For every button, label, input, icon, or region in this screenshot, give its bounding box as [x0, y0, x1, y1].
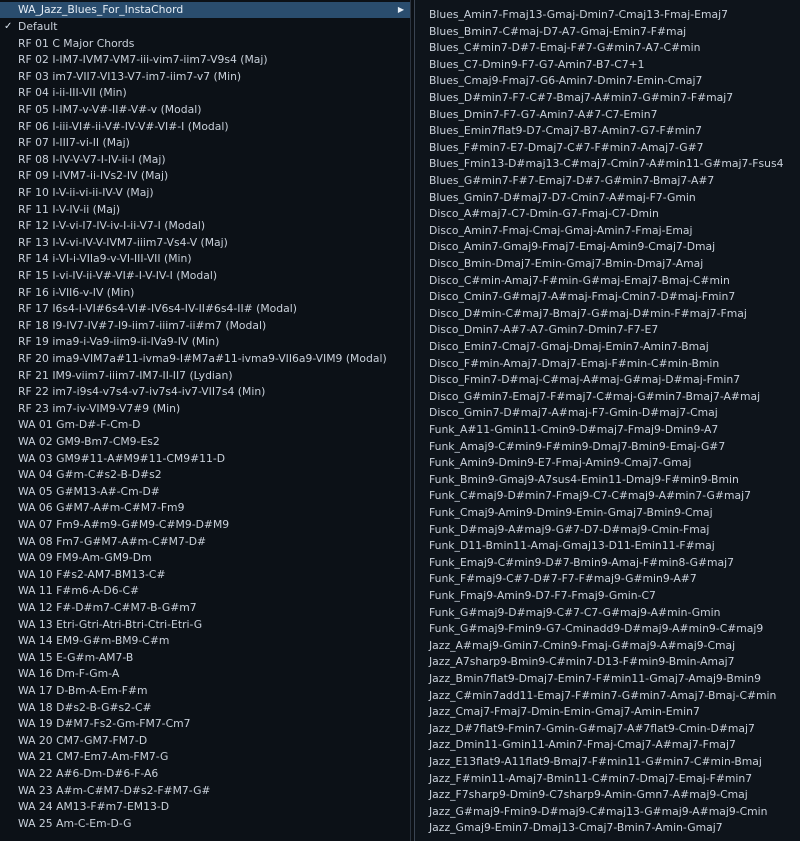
progression-item[interactable] — [429, 754, 762, 771]
progression-item-label: Jazz_F#min11-Amaj7-Bmin11-C#min7-Dmaj7-Emaj-F#min7 — [429, 771, 753, 785]
progression-item-label: Funk_G#maj9-D#maj9-C#7-C7-G#maj9-A#min-Gmin — [429, 605, 721, 619]
progression-item[interactable] — [429, 820, 723, 837]
progression-item-label: Disco_Cmin7-G#maj7-A#maj-Fmaj-Cmin7-D#maj-Fmin7 — [429, 290, 736, 304]
menu-item-label: WA 04 G#m-C#s2-B-D#s2 — [18, 468, 162, 482]
progression-item[interactable] — [429, 190, 696, 207]
checkmark-icon: ✓ — [4, 21, 13, 32]
menu-item-label: WA 19 D#M7-Fs2-Gm-FM7-Cm7 — [18, 717, 191, 731]
submenu-wa-jazz-blues[interactable] — [0, 2, 410, 18]
menu-item-label: RF 21 IM9-viim7-iiim7-IM7-II-II7 (Lydian) — [18, 368, 233, 382]
chord-progression-submenu — [414, 0, 800, 841]
progression-item[interactable] — [429, 804, 768, 821]
progression-item-label: Funk_Emaj9-C#min9-D#7-Bmin9-Amaj-F#min8-G#maj7 — [429, 555, 735, 569]
menu-item[interactable] — [0, 766, 158, 783]
progression-item[interactable] — [429, 571, 697, 588]
menu-item-label: RF 23 im7-iv-VIM9-V7#9 (Min) — [18, 401, 181, 415]
progression-item-label: Blues_G#min7-F#7-Emaj7-D#7-G#min7-Bmaj7-A#7 — [429, 174, 715, 187]
progression-item-label: Disco_D#min-C#maj7-Bmaj7-G#maj-D#min-F#maj7-Fmaj — [429, 306, 747, 320]
menu-item[interactable] — [0, 85, 127, 102]
progression-item[interactable] — [429, 140, 704, 157]
menu-item-default[interactable] — [0, 19, 57, 36]
menu-item[interactable] — [0, 301, 297, 318]
menu-item[interactable] — [0, 467, 162, 484]
menu-item-label: RF 14 i-VI-i-VIIa9-v-VI-III-VII (Min) — [18, 252, 192, 266]
menu-item-label: WA 16 Dm-F-Gm-A — [18, 667, 120, 681]
progression-item-label: Funk_G#maj9-Fmin9-G7-Cminadd9-D#maj9-A#min9-C#maj9 — [429, 622, 764, 636]
progression-item-label: Jazz_A#maj9-Gmin7-Cmin9-Fmaj-G#maj9-A#maj9-Cmaj — [429, 638, 736, 652]
progression-item-label: Jazz_F7sharp9-Dmin9-C7sharp9-Amin-Gmn7-A#maj9-Cmaj — [429, 788, 748, 802]
progression-item-label: Disco_Amin7-Fmaj-Cmaj-Gmaj-Amin7-Fmaj-Emaj — [429, 223, 693, 237]
menu-item[interactable] — [0, 666, 119, 683]
progression-item-label: Funk_Cmaj9-Amin9-Dmin9-Emin-Gmaj7-Bmin9-Cmaj — [429, 506, 713, 519]
progression-item-label: Disco_F#min-Amaj7-Dmaj7-Emaj-F#min-C#min-Bmin — [429, 356, 720, 370]
progression-item[interactable] — [429, 704, 700, 721]
menu-item-label: RF 07 I-III7-vi-II (Maj) — [18, 136, 130, 150]
progression-item-label: Disco_Amin7-Gmaj9-Fmaj7-Emaj-Amin9-Cmaj7-Dmaj — [429, 240, 716, 254]
progression-item-label: Jazz_Cmaj7-Fmaj7-Dmin-Emin-Gmaj7-Amin-Emin7 — [429, 705, 700, 719]
menu-item[interactable] — [0, 401, 180, 418]
progression-item[interactable] — [429, 522, 709, 539]
menu-item-label: RF 06 I-iii-VI#-ii-V#-IV-V#-VI#-I (Modal) — [18, 119, 229, 133]
progression-item-label: Funk_D#maj9-A#maj9-G#7-D7-D#maj9-Cmin-Fmaj — [429, 522, 710, 536]
progression-item-label: Funk_D11-Bmin11-Amaj-Gmaj13-D11-Emin11-F#maj — [429, 539, 715, 553]
progression-item-label: Blues_C#min7-D#7-Emaj-F#7-G#min7-A7-C#min — [429, 41, 701, 55]
menu-item[interactable] — [0, 749, 168, 766]
menu-item-label: RF 01 C Major Chords — [18, 36, 135, 50]
menu-item[interactable] — [0, 235, 228, 252]
menu-item-label: RF 16 i-VII6-v-IV (Min) — [18, 285, 135, 299]
menu-item[interactable] — [0, 202, 120, 219]
menu-item-label: WA 07 Fm9-A#m9-G#M9-C#M9-D#M9 — [18, 518, 230, 531]
progression-item[interactable] — [429, 721, 755, 738]
menu-item-label: RF 08 I-IV-V-V7-I-IV-ii-I (Maj) — [18, 152, 166, 166]
menu-item-label: WA 11 F#m6-A-D6-C# — [18, 584, 140, 598]
menu-item[interactable] — [0, 567, 166, 584]
progression-item-label: Jazz_G#maj9-Fmin9-D#maj9-C#maj13-G#maj9-A#maj9-Cmin — [429, 804, 768, 818]
menu-item-label: WA 23 A#m-C#M7-D#s2-F#M7-G# — [18, 783, 211, 797]
progression-item-label: Disco_Fmin7-D#maj-C#maj-A#maj-G#maj-D#maj-Fmin7 — [429, 373, 741, 387]
menu-item-label: RF 20 ima9-VIM7a#11-ivma9-I#M7a#11-ivma9-VII6a9-VIM9 (Modal) — [18, 352, 387, 365]
menu-item[interactable] — [0, 600, 197, 617]
menu-item[interactable] — [0, 334, 219, 351]
menu-item[interactable] — [0, 218, 205, 235]
progression-item-label: Blues_Amin7-Fmaj13-Gmaj-Dmin7-Cmaj13-Fmaj-Emaj7 — [429, 8, 729, 21]
menu-item-label: WA 09 FM9-Am-GM9-Dm — [18, 551, 152, 565]
menu-item[interactable] — [0, 119, 229, 136]
menu-item-label: WA 15 E-G#m-AM7-B — [18, 650, 134, 664]
menu-item[interactable] — [0, 351, 387, 368]
progression-item[interactable] — [429, 173, 714, 190]
menu-item[interactable] — [0, 500, 184, 517]
menu-item[interactable] — [0, 434, 160, 451]
menu-item[interactable] — [0, 716, 191, 733]
progression-item-label: Disco_Gmin7-D#maj7-A#maj-F7-Gmin-D#maj7-Cmaj — [429, 406, 718, 420]
menu-item[interactable] — [0, 368, 233, 385]
menu-item-label: WA 06 G#M7-A#m-C#M7-Fm9 — [18, 501, 185, 515]
progression-item[interactable] — [429, 405, 718, 422]
progression-item[interactable] — [429, 372, 740, 389]
menu-item[interactable] — [0, 517, 229, 534]
menu-item-label: WA 05 G#M13-A#-Cm-D# — [18, 484, 160, 498]
progression-item[interactable] — [429, 73, 702, 90]
menu-item[interactable] — [0, 417, 140, 434]
menu-item[interactable] — [0, 285, 134, 302]
progression-item[interactable] — [429, 289, 735, 306]
menu-item-label: RF 22 im7-i9s4-v7s4-v7-iv7s4-iv7-VII7s4 (Min) — [18, 385, 266, 399]
menu-item[interactable] — [0, 816, 132, 833]
menu-item-label: WA 01 Gm-D#-F-Cm-D — [18, 418, 141, 432]
progression-item[interactable] — [429, 555, 734, 572]
menu-item-label: WA 20 CM7-GM7-FM7-D — [18, 733, 148, 747]
progression-item[interactable] — [429, 256, 703, 273]
menu-item[interactable] — [0, 633, 169, 650]
progression-item[interactable] — [429, 588, 656, 605]
menu-item[interactable] — [0, 451, 225, 468]
progression-item-label: Disco_Dmin7-A#7-A7-Gmin7-Dmin7-F7-E7 — [429, 323, 659, 337]
progression-item-label: Jazz_D#7flat9-Fmin7-Gmin-G#maj7-A#7flat9-Cmin-D#maj7 — [429, 721, 755, 735]
progression-item[interactable] — [429, 488, 751, 505]
progression-item-label: Funk_C#maj9-D#min7-Fmaj9-C7-C#maj9-A#min7-G#maj7 — [429, 489, 751, 503]
menu-item-label: WA 12 F#-D#m7-C#M7-B-G#m7 — [18, 601, 197, 614]
progression-item-label: Jazz_Gmaj9-Emin7-Dmaj13-Cmaj7-Bmin7-Amin-Gmaj7 — [429, 821, 723, 835]
progression-item[interactable] — [429, 239, 715, 256]
progression-item-label: Jazz_E13flat9-A11flat9-Bmaj7-F#min11-G#min7-C#min-Bmaj — [429, 755, 762, 768]
menu-item-label: WA 10 F#s2-AM7-BM13-C# — [18, 567, 166, 581]
menu-item-label: WA 17 D-Bm-A-Em-F#m — [18, 684, 148, 697]
menu-item-label: WA 21 CM7-Em7-Am-FM7-G — [18, 750, 169, 764]
progression-item[interactable] — [429, 787, 748, 804]
menu-item[interactable] — [0, 168, 168, 185]
progression-item-label: Disco_G#min7-Emaj7-F#maj7-C#maj-G#min7-Bmaj7-A#maj — [429, 389, 761, 403]
progression-item-label: Jazz_Dmin11-Gmin11-Amin7-Fmaj-Cmaj7-A#maj7-Fmaj7 — [429, 738, 736, 752]
progression-item[interactable] — [429, 156, 783, 173]
progression-item-label: Blues_Cmaj9-Fmaj7-G6-Amin7-Dmin7-Emin-Cmaj7 — [429, 74, 703, 88]
menu-item-label: RF 12 I-V-vi-I7-IV-iv-I-ii-V7-I (Modal) — [18, 219, 206, 233]
progression-item[interactable] — [429, 638, 735, 655]
menu-item-label: RF 03 im7-VII7-VI13-V7-im7-iim7-v7 (Min) — [18, 69, 242, 83]
menu-item-label: RF 05 I-IM7-v-V#-II#-V#-v (Modal) — [18, 103, 202, 116]
progression-item-label: Disco_A#maj7-C7-Dmin-G7-Fmaj-C7-Dmin — [429, 207, 659, 221]
menu-item-label: RF 11 I-V-IV-ii (Maj) — [18, 202, 121, 216]
progression-item-label: Funk_A#11-Gmin11-Cmin9-D#maj7-Fmaj9-Dmin9-A7 — [429, 423, 719, 436]
menu-item[interactable] — [0, 318, 266, 335]
menu-item-label: WA 18 D#s2-B-G#s2-C# — [18, 700, 152, 714]
menu-item[interactable] — [0, 733, 147, 750]
menu-item-label: RF 04 i-ii-III-VII (Min) — [18, 86, 127, 100]
menu-item[interactable] — [0, 783, 210, 800]
progression-item-label: Funk_Amin9-Dmin9-E7-Fmaj-Amin9-Cmaj7-Gmaj — [429, 456, 692, 470]
progression-item[interactable] — [429, 737, 736, 754]
menu-item[interactable] — [0, 650, 133, 667]
progression-item[interactable] — [429, 455, 691, 472]
progression-item-label: Blues_Fmin13-D#maj13-C#maj7-Cmin7-A#min11-G#maj7-Fsus4 — [429, 157, 784, 171]
progression-item[interactable] — [429, 40, 700, 57]
menu-item-label: WA 08 Fm7-G#M7-A#m-C#M7-D# — [18, 534, 207, 548]
menu-item[interactable] — [0, 69, 241, 86]
progression-item-label: Disco_C#min-Amaj7-F#min-G#maj-Emaj7-Bmaj-C#min — [429, 273, 730, 287]
menu-item-label: RF 02 I-IM7-IVM7-VM7-iii-vim7-iim7-V9s4 (Maj) — [18, 53, 268, 67]
menu-item[interactable] — [0, 550, 152, 567]
progression-item-label: Funk_F#maj9-C#7-D#7-F7-F#maj9-G#min9-A#7 — [429, 572, 697, 586]
progression-item-label: Jazz_Bmin7flat9-Dmaj7-Emin7-F#min11-Gmaj7-Amaj9-Bmin9 — [429, 672, 761, 685]
progression-item[interactable] — [429, 223, 692, 240]
menu-item-label: WA 03 GM9#11-A#M9#11-CM9#11-D — [18, 451, 226, 465]
progression-item-label: Blues_Bmin7-C#maj-D7-A7-Gmaj-Emin7-F#maj — [429, 24, 687, 38]
progression-item[interactable] — [429, 538, 715, 555]
progression-item-label: Disco_Bmin-Dmaj7-Emin-Gmaj7-Bmin-Dmaj7-Amaj — [429, 257, 704, 270]
menu-item[interactable] — [0, 700, 152, 717]
menu-item[interactable] — [0, 185, 154, 202]
menu-item-label: RF 17 I6s4-I-VI#6s4-VI#-IV6s4-IV-II#6s4-II# (Modal) — [18, 302, 297, 316]
progression-item[interactable] — [429, 688, 776, 705]
menu-item[interactable] — [0, 36, 134, 53]
submenu-title: WA_Jazz_Blues_For_InstaChord — [18, 3, 184, 16]
progression-item-label: Jazz_C#min7add11-Emaj7-F#min7-G#min7-Amaj7-Bmaj-C#min — [429, 688, 777, 702]
menu-item-label: WA 13 Etri-Gtri-Atri-Btri-Ctri-Etri-G — [18, 617, 203, 631]
progression-item-label: Jazz_A7sharp9-Bmin9-C#min7-D13-F#min9-Bmin-Amaj7 — [429, 655, 735, 669]
progression-item-label: Blues_C7-Dmin9-F7-G7-Amin7-B7-C7+1 — [429, 57, 645, 71]
menu-item[interactable] — [0, 135, 130, 152]
progression-item[interactable] — [429, 306, 747, 323]
menu-item-label: RF 13 I-V-vi-IV-V-IVM7-iiim7-Vs4-V (Maj) — [18, 235, 228, 249]
progression-item[interactable] — [429, 57, 645, 74]
progression-item[interactable] — [429, 771, 752, 788]
progression-item-label: Blues_F#min7-E7-Dmaj7-C#7-F#min7-Amaj7-G#7 — [429, 140, 704, 154]
progression-item[interactable] — [429, 389, 760, 406]
progression-item-label: Funk_Amaj9-C#min9-F#min9-Dmaj7-Bmin9-Emaj-G#7 — [429, 439, 726, 453]
menu-item-label: WA 22 A#6-Dm-D#6-F-A6 — [18, 767, 159, 780]
menu-item[interactable] — [0, 683, 148, 700]
progression-item[interactable] — [429, 605, 720, 622]
progression-item[interactable] — [429, 123, 702, 140]
progression-item[interactable] — [429, 7, 728, 24]
menu-item[interactable] — [0, 534, 206, 551]
menu-item-label: RF 09 I-IVM7-ii-IVs2-IV (Maj) — [18, 169, 169, 183]
menu-item[interactable] — [0, 617, 202, 634]
progression-item-label: Disco_Emin7-Cmaj7-Gmaj-Dmaj-Emin7-Amin7-Bmaj — [429, 340, 709, 353]
menu-item[interactable] — [0, 152, 166, 169]
progression-item[interactable] — [429, 422, 718, 439]
menu-item-label: WA 14 EM9-G#m-BM9-C#m — [18, 634, 170, 648]
menu-item-label: RF 19 ima9-i-Va9-iim9-ii-IVa9-IV (Min) — [18, 335, 220, 349]
menu-item[interactable] — [0, 583, 139, 600]
menu-item-label: RF 10 I-V-ii-vi-ii-IV-V (Maj) — [18, 186, 154, 199]
progression-item[interactable] — [429, 206, 659, 223]
progression-item[interactable] — [429, 671, 761, 688]
menu-item-label: RF 18 I9-IV7-IV#7-I9-iim7-iiim7-ii#m7 (Modal) — [18, 318, 267, 332]
menu-item-label: RF 15 I-vi-IV-ii-V#-VI#-I-V-IV-I (Modal) — [18, 269, 218, 282]
menu-item-label: Default — [18, 20, 58, 33]
progression-item-label: Funk_Fmaj9-Amin9-D7-F7-Fmaj9-Gmin-C7 — [429, 589, 656, 602]
submenu-arrow-icon: ▶ — [397, 5, 404, 14]
progression-item[interactable] — [429, 621, 763, 638]
progression-item-label: Blues_Emin7flat9-D7-Cmaj7-B7-Amin7-G7-F#min7 — [429, 124, 702, 138]
menu-item-label: WA 02 GM9-Bm7-CM9-Es2 — [18, 435, 160, 448]
progression-item[interactable] — [429, 654, 735, 671]
progression-item[interactable] — [429, 505, 713, 522]
menu-item[interactable] — [0, 268, 217, 285]
progression-item[interactable] — [429, 107, 657, 124]
progression-item[interactable] — [429, 339, 709, 356]
progression-item[interactable] — [429, 472, 739, 489]
menu-item-label: WA 25 Am-C-Em-D-G — [18, 816, 132, 830]
menu-item[interactable] — [0, 799, 169, 816]
progression-item-label: Blues_D#min7-F7-C#7-Bmaj7-A#min7-G#min7-F#maj7 — [429, 91, 734, 104]
menu-item[interactable] — [0, 52, 268, 69]
progression-item[interactable] — [429, 24, 686, 41]
menu-item-label: WA 24 AM13-F#m7-EM13-D — [18, 800, 170, 814]
progression-item[interactable] — [429, 273, 730, 290]
progression-item[interactable] — [429, 322, 658, 339]
progression-item[interactable] — [429, 439, 725, 456]
menu-item[interactable] — [0, 384, 265, 401]
progression-item-label: Blues_Dmin7-F7-G7-Amin7-A#7-C7-Emin7 — [429, 107, 658, 121]
progression-item-label: Blues_Gmin7-D#maj7-D7-Cmin7-A#maj-F7-Gmin — [429, 190, 696, 204]
progression-item[interactable] — [429, 356, 719, 373]
menu-item[interactable] — [0, 102, 201, 119]
menu-item[interactable] — [0, 484, 160, 501]
progression-item-label: Funk_Bmin9-Gmaj9-A7sus4-Emin11-Dmaj9-F#min9-Bmin — [429, 472, 739, 486]
menu-item[interactable] — [0, 251, 192, 268]
progression-item[interactable] — [429, 90, 733, 107]
